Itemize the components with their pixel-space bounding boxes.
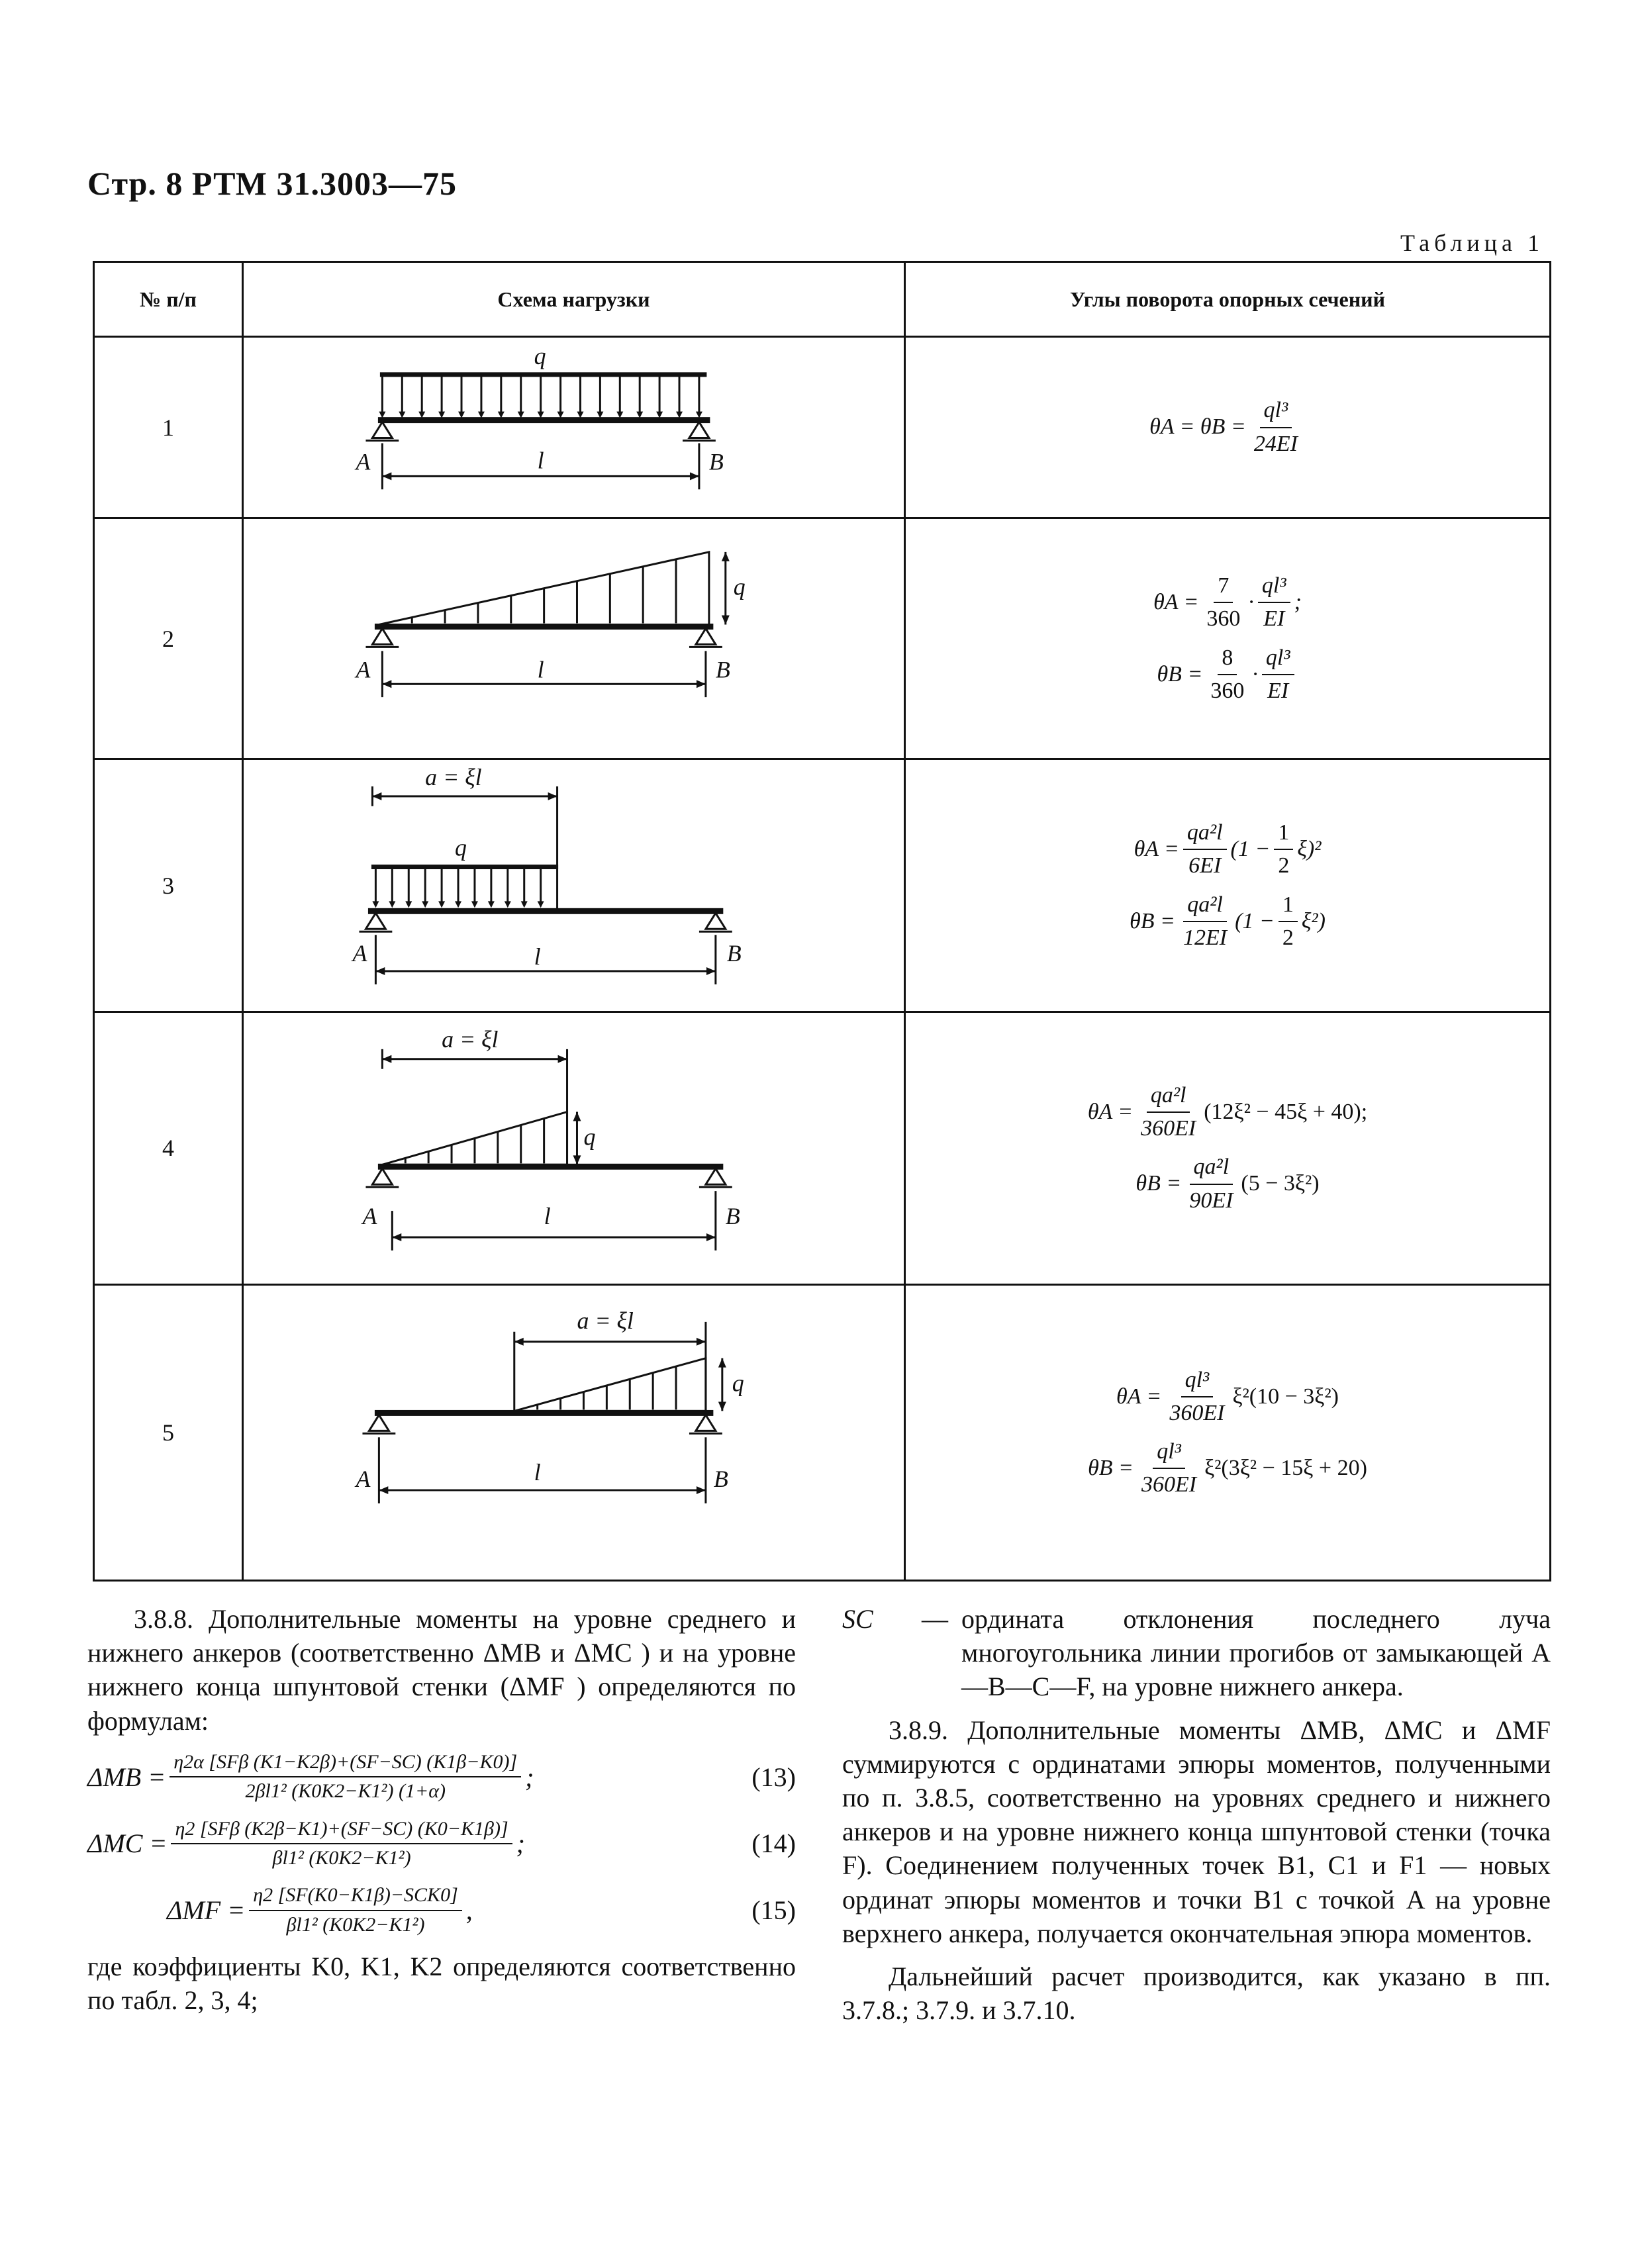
numerator: ql³	[1181, 1366, 1214, 1397]
formula-line	[906, 818, 1549, 880]
fraction	[1179, 890, 1231, 953]
beam-diagram-partial-triangular	[244, 1013, 904, 1284]
numerator: ql³	[1153, 1437, 1185, 1469]
formula-lhs: θA =	[1087, 1100, 1134, 1125]
formula-lhs: θA =	[1134, 837, 1179, 862]
left-text-column	[87, 1602, 796, 2017]
load-scheme-2	[243, 518, 905, 759]
formula-tail: (5 − 3ξ²)	[1241, 1171, 1320, 1196]
formula-line	[906, 890, 1549, 953]
load-scheme-1	[243, 337, 905, 518]
denominator: 2	[1282, 925, 1294, 950]
numerator: ql³	[1258, 571, 1290, 603]
support-a-label: A	[356, 448, 371, 475]
formula-line	[906, 1366, 1549, 1428]
support-b-label: B	[713, 1465, 728, 1492]
fraction	[1183, 818, 1227, 880]
denominator: EI	[1267, 678, 1289, 703]
formula-line	[906, 1153, 1549, 1215]
equation-tail: ;	[525, 1762, 534, 1792]
denominator: EI	[1263, 606, 1285, 632]
support-b-label: B	[708, 448, 724, 475]
equation-tail: ,	[465, 1895, 473, 1926]
formula-tail: ξ²(3ξ² − 15ξ + 20)	[1204, 1456, 1367, 1481]
formula-line	[906, 643, 1549, 706]
table-label: Таблица 1	[1400, 230, 1544, 256]
formula-tail: (12ξ² − 45ξ + 40);	[1204, 1100, 1368, 1125]
denominator: 360EI	[1141, 1472, 1197, 1497]
definition-dash: —	[922, 1604, 948, 1634]
equation-lhs: ΔMC =	[87, 1828, 168, 1859]
numerator: 8	[1218, 643, 1237, 675]
formula-operator: (1 −	[1235, 908, 1275, 933]
denominator: 360EI	[1141, 1116, 1196, 1141]
formula-line	[906, 1081, 1549, 1143]
denominator: 2βl1² (K0K2−K1²) (1+α)	[245, 1780, 446, 1803]
load-scheme-4	[243, 1012, 905, 1284]
fraction	[1165, 1366, 1228, 1428]
fraction	[169, 1750, 521, 1805]
formula-line	[906, 571, 1549, 634]
support-b-label: B	[726, 940, 742, 967]
header-num: № п/п	[94, 262, 243, 337]
formula-tail: ;	[1294, 590, 1302, 615]
load-label: q	[534, 342, 546, 369]
fraction	[249, 1883, 462, 1938]
right-text-column	[842, 1602, 1551, 2027]
fraction	[1206, 643, 1248, 706]
denominator: 90EI	[1189, 1188, 1233, 1213]
beam-diagram-uniform	[244, 338, 904, 517]
formula-tail: ξ²)	[1301, 908, 1326, 933]
paragraph-3-8-8: 3.8.8. Дополнительные моменты на уровне среднего и нижнего анкеров (соответственно ΔMB и ΔMC ) и на уровне нижнего конца шпунтовой стенки (ΔMF ) определяются по формулам:	[87, 1604, 796, 1736]
row-number: 2	[94, 518, 243, 759]
fraction	[1274, 818, 1293, 880]
paragraph-further: Дальнейший расчет производится, как указано в пп. 3.7.8.; 3.7.9. и 3.7.10.	[842, 1961, 1551, 2026]
angle-formulas-4	[905, 1012, 1551, 1284]
paragraph-3-8-9: 3.8.9. Дополнительные моменты ΔMB, ΔMC и ΔMF суммируются с ординатами эпюры моментов, полученными по п. 3.8.5, соответственно на уровнях среднего и нижнего анкеров и на уровне нижнего конца шпунтовой стенки (точка F). Соединением полученных точек B1, C1 и F1 — новых ординат эпюры моментов и точки B1 с точкой A на уровне верхнего анкера, получается окончательная эпюра моментов.	[842, 1715, 1551, 1948]
fraction	[1262, 643, 1294, 706]
support-a-label: A	[352, 940, 367, 967]
span-label: l	[537, 447, 544, 474]
numerator: qa²l	[1190, 1153, 1233, 1184]
formula-line	[906, 396, 1549, 458]
angle-formulas-5	[905, 1284, 1551, 1581]
row-number: 4	[94, 1012, 243, 1284]
numerator: qa²l	[1147, 1081, 1190, 1113]
equation-13	[87, 1750, 796, 1805]
page-header: Стр. 8 РТМ 31.3003—75	[87, 165, 457, 202]
load-label: q	[733, 573, 746, 600]
beam-diagram-end-triangular	[244, 1286, 904, 1580]
support-b-label: B	[725, 1202, 740, 1229]
equation-15	[87, 1883, 796, 1938]
denominator: 360	[1206, 606, 1241, 632]
numerator: ql³	[1262, 643, 1294, 675]
numerator: η2 [SFβ (K2β−K1)+(SF−SC) (K0−K1β)]	[171, 1817, 512, 1844]
span-label: l	[537, 656, 544, 683]
fraction	[1137, 1437, 1200, 1499]
angle-formulas-2	[905, 518, 1551, 759]
beam-diagram-partial-uniform	[244, 760, 904, 1011]
angle-formulas-3	[905, 759, 1551, 1012]
support-a-label: A	[356, 656, 371, 683]
formula-tail: ξ²(10 − 3ξ²)	[1232, 1384, 1339, 1409]
fraction	[1279, 890, 1298, 953]
span-label: l	[544, 1202, 551, 1229]
header-angles: Углы поворота опорных сечений	[905, 262, 1551, 337]
formula-operator: ·	[1252, 661, 1258, 686]
fraction	[171, 1817, 512, 1871]
support-a-label: A	[362, 1202, 377, 1229]
equation-lhs: ΔMF =	[167, 1895, 246, 1926]
numerator: 1	[1279, 890, 1298, 922]
span-label: l	[534, 1458, 541, 1486]
numerator: qa²l	[1183, 818, 1227, 850]
equation-number: (13)	[751, 1762, 796, 1792]
formula-line	[906, 1437, 1549, 1499]
support-b-label: B	[715, 656, 730, 683]
definition-symbol: SC	[842, 1604, 873, 1634]
formula-lhs: θA = θB =	[1149, 414, 1246, 440]
definition-text: ордината отклонения последнего луча многоугольника линии прогибов от замыкающей A—B—C—F, на уровне нижнего анкера.	[961, 1604, 1551, 1702]
fraction	[1185, 1153, 1237, 1215]
beam-diagram-triangular	[244, 519, 904, 758]
numerator: η2 [SF(K0−K1β)−SCK0]	[249, 1883, 462, 1911]
header-scheme: Схема нагрузки	[243, 262, 905, 337]
denominator: 24EI	[1253, 431, 1298, 456]
numerator: qa²l	[1183, 890, 1227, 922]
formula-lhs: θB =	[1157, 661, 1203, 686]
span-label: l	[534, 943, 541, 970]
formula-lhs: θA =	[1116, 1384, 1162, 1409]
denominator: 360	[1210, 678, 1245, 703]
row-number: 5	[94, 1284, 243, 1581]
equation-tail: ;	[516, 1828, 525, 1859]
equation-14	[87, 1817, 796, 1871]
top-span-label: a = ξl	[577, 1307, 634, 1334]
load-label: q	[455, 834, 467, 861]
denominator: βl1² (K0K2−K1²)	[286, 1913, 425, 1936]
formula-lhs: θA =	[1153, 590, 1199, 615]
numerator: ql³	[1260, 396, 1292, 428]
fraction	[1202, 571, 1244, 634]
denominator: 12EI	[1183, 925, 1228, 950]
equation-number: (15)	[751, 1895, 796, 1926]
support-a-label: A	[356, 1465, 371, 1492]
formula-lhs: θB =	[1135, 1171, 1182, 1196]
numerator: 1	[1274, 818, 1293, 850]
equation-lhs: ΔMB =	[87, 1762, 166, 1792]
load-label: q	[732, 1370, 744, 1397]
numerator: η2α [SFβ (K1−K2β)+(SF−SC) (K1β−K0)]	[169, 1750, 521, 1777]
load-scheme-table	[93, 261, 1551, 1582]
top-span-label: a = ξl	[442, 1025, 499, 1053]
equation-number: (14)	[751, 1828, 796, 1859]
row-number: 1	[94, 337, 243, 518]
fraction	[1250, 396, 1302, 458]
numerator: 7	[1214, 571, 1233, 603]
load-scheme-5	[243, 1284, 905, 1581]
denominator: βl1² (K0K2−K1²)	[272, 1846, 411, 1869]
coefficients-note: где коэффициенты K0, K1, K2 определяются соответственно по табл. 2, 3, 4;	[87, 1952, 796, 2016]
angle-formulas-1	[905, 337, 1551, 518]
denominator: 2	[1278, 853, 1290, 878]
formula-operator: (1 −	[1230, 837, 1271, 862]
load-label: q	[583, 1123, 596, 1151]
formula-tail: ξ)²	[1297, 837, 1322, 862]
definition-sc	[842, 1602, 1551, 1704]
load-scheme-3	[243, 759, 905, 1012]
fraction	[1137, 1081, 1200, 1143]
row-number: 3	[94, 759, 243, 1012]
fraction	[1258, 571, 1290, 634]
denominator: 360EI	[1169, 1400, 1225, 1425]
denominator: 6EI	[1188, 853, 1222, 878]
formula-operator: ·	[1248, 590, 1254, 615]
top-span-label: a = ξl	[425, 763, 482, 790]
formula-lhs: θB =	[1130, 908, 1175, 933]
formula-lhs: θB =	[1088, 1456, 1134, 1481]
